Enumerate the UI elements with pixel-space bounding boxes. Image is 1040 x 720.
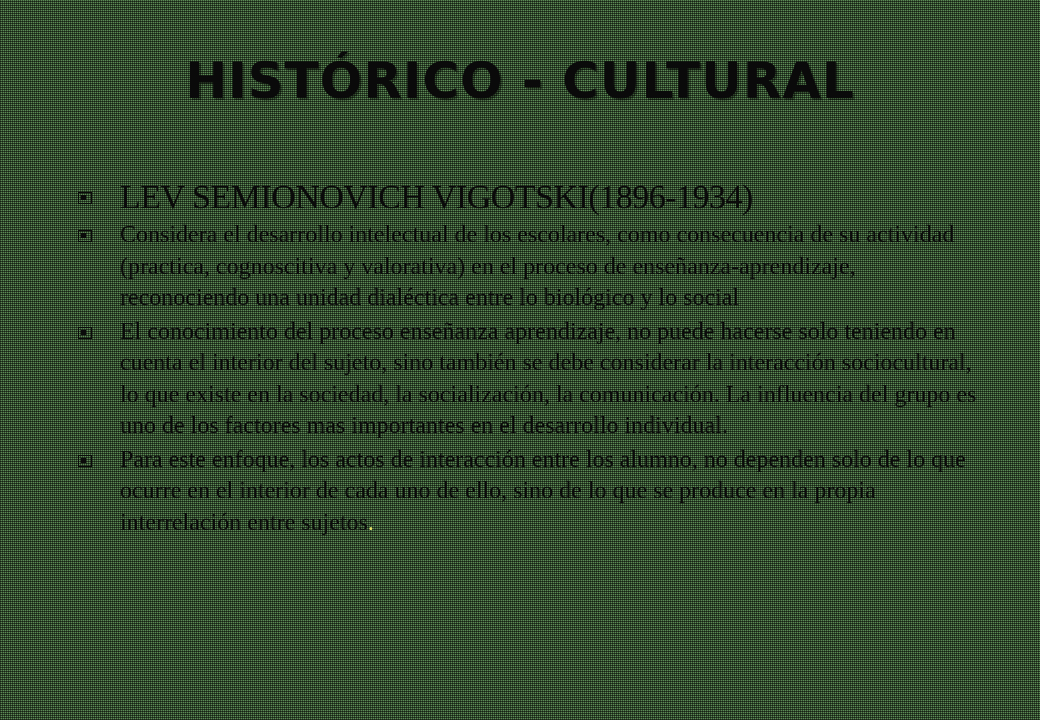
slide-title: HISTÓRICO - CULTURAL (185, 52, 855, 110)
bullet-text-enfoque (120, 445, 978, 540)
square-bullet-icon (78, 455, 92, 467)
list-item (78, 178, 978, 218)
bullet-text-enfoque-period: . (367, 509, 374, 536)
square-bullet-icon (78, 192, 92, 204)
bullet-text-desarrollo: Considera el desarrollo intelectual de los escolares, como consecuencia de su actividad (practica, cognoscitiva y valorativa) en el proceso de enseñanza-aprendizaje, reconociendo una unidad dialéctica entre lo biológico y lo social (120, 222, 955, 311)
square-bullet-icon (78, 327, 92, 339)
list-item (78, 220, 978, 315)
bullet-list (78, 178, 978, 541)
square-bullet-icon (78, 230, 92, 242)
bullet-text-author: LEV SEMIONOVICH VIGOTSKI(1896-1934) (120, 179, 753, 216)
bullet-text-conocimiento: El conocimiento del proceso enseñanza aprendizaje, no puede hacerse solo teniendo en cuenta el interior del sujeto, sino también se debe considerar la interacción sociocultural, lo que existe en la sociedad, la socialización, la comunicación. La influencia del grupo es uno de los factores mas importantes en el desarrollo individual. (120, 318, 977, 439)
bullet-text-enfoque-body: Para este enfoque, los actos de interacción entre los alumno, no dependen solo de lo que ocurre en el interior de cada uno de ello, sino de lo que se produce en la propia interrelación entre sujetos (120, 446, 966, 536)
list-item (78, 445, 978, 540)
list-item (78, 317, 978, 443)
